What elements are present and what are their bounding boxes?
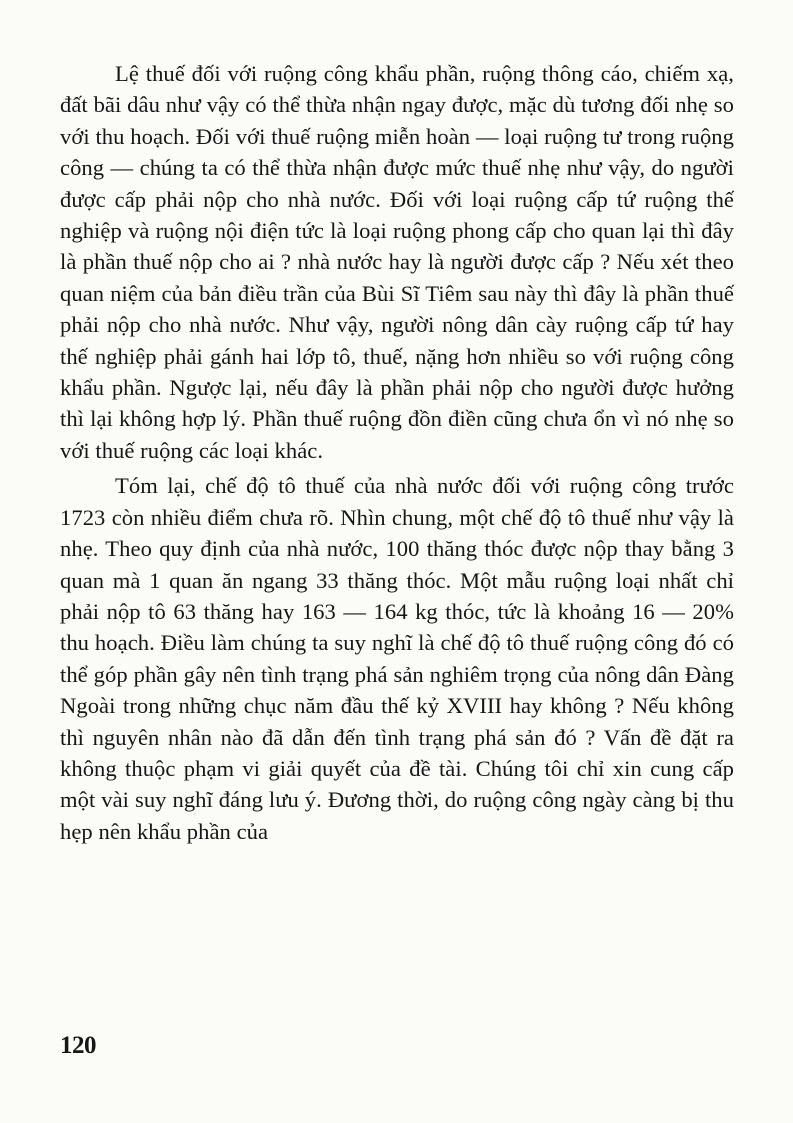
paragraph: Tóm lại, chế độ tô thuế của nhà nước đối với ruộng công trước 1723 còn nhiều điểm chưa rõ. Nhìn chung, một chế độ tô thuế như vậy là nhẹ. Theo quy định của nhà nước, 100 thăng thóc được nộp thay bằng 3 quan mà 1 quan ăn ngang 33 thăng thóc. Một mẫu ruộng loại nhất chỉ phải nộp tô 63 thăng hay 163 — 164 kg thóc, tức là khoảng 16 — 20% thu hoạch. Điều làm chúng ta suy nghĩ là chế độ tô thuế ruộng công đó có thể góp phần gây nên tình trạng phá sản nghiêm trọng của nông dân Đàng Ngoài trong những chục năm đầu thế kỷ XVIII hay không ? Nếu không thì nguyên nhân nào đã dẫn đến tình trạng phá sản đó ? Vấn đề đặt ra không thuộc phạm vi giải quyết của đề tài. Chúng tôi chỉ xin cung cấp một vài suy nghĩ đáng lưu ý. Đương thời, do ruộng công ngày càng bị thu hẹp nên khẩu phần của bbox=[60, 473, 734, 844]
body-text bbox=[60, 58, 734, 847]
page-number: 120 bbox=[60, 1032, 96, 1059]
paragraph: Lệ thuế đối với ruộng công khẩu phần, ruộng thông cáo, chiếm xạ, đất bãi dâu như vậy có thể thừa nhận ngay được, mặc dù tương đối nhẹ so với thu hoạch. Đối với thuế ruộng miễn hoàn — loại ruộng tư trong ruộng công — chúng ta có thể thừa nhận được mức thuế nhẹ như vậy, do người được cấp phải nộp cho nhà nước. Đối với loại ruộng cấp tứ ruộng thế nghiệp và ruộng nội điện tức là loại ruộng phong cấp cho quan lại thì đây là phần thuế nộp cho ai ? nhà nước hay là người được cấp ? Nếu xét theo quan niệm của bản điều trần của Bùi Sĩ Tiêm sau này thì đây là phần thuế phải nộp cho nhà nước. Như vậy, người nông dân cày ruộng cấp tứ hay thế nghiệp phải gánh hai lớp tô, thuế, nặng hơn nhiều so với ruộng công khẩu phần. Ngược lại, nếu đây là phần phải nộp cho người được hưởng thì lại không hợp lý. Phần thuế ruộng đồn điền cũng chưa ổn vì nó nhẹ so với thuế ruộng các loại khác. bbox=[60, 61, 734, 463]
